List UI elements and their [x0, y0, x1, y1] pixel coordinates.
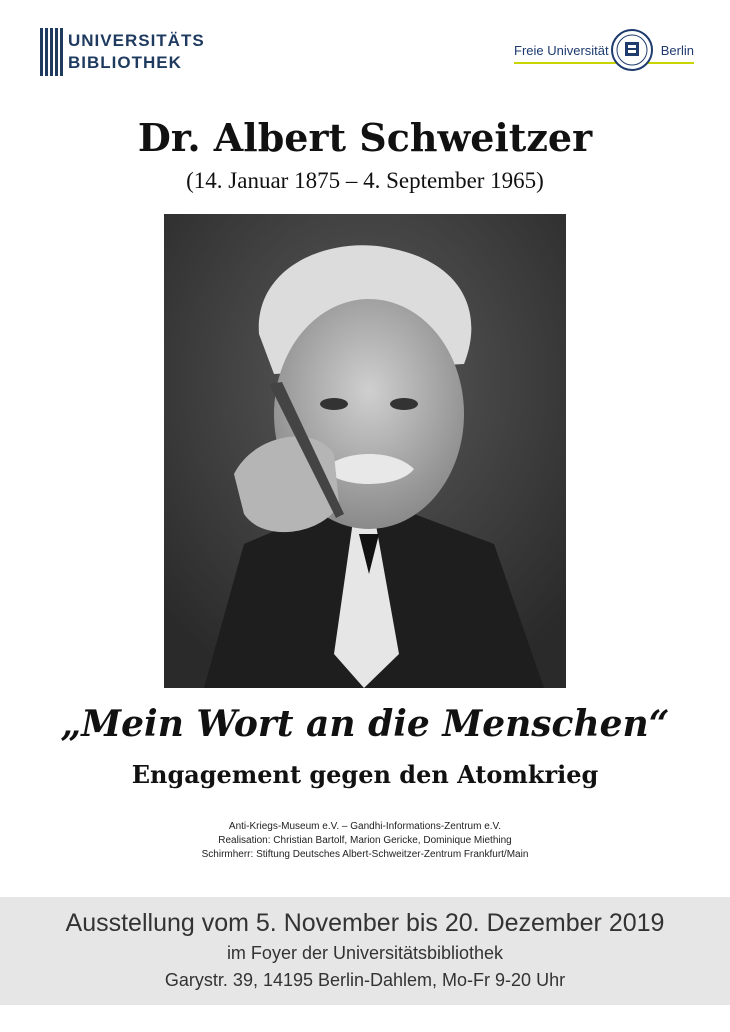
exhibition-address: Garystr. 39, 14195 Berlin-Dahlem, Mo-Fr 9-20 Uhr — [164, 970, 566, 990]
subtitle: Engagement gegen den Atomkrieg — [131, 760, 599, 789]
fu-logo-text-right: Berlin — [660, 43, 694, 58]
credits-line: Realisation: Christian Bartolf, Marion Gericke, Dominique Miething — [218, 835, 512, 846]
portrait-photo-icon — [164, 214, 566, 688]
ub-logo-line1: UNIVERSITÄTS — [68, 31, 205, 50]
exhibition-venue: im Foyer der Universitätsbibliothek — [226, 943, 504, 963]
life-dates: (14. Januar 1875 – 4. September 1965) — [186, 168, 544, 193]
exhibition-info — [0, 897, 730, 1005]
credits-line: Anti-Kriegs-Museum e.V. – Gandhi-Informations-Zentrum e.V. — [228, 821, 502, 832]
fu-logo-underline — [514, 62, 694, 64]
page-title: Dr. Albert Schweitzer — [137, 115, 593, 160]
ub-logo-line2: BIBLIOTHEK — [68, 53, 182, 72]
university-seal-icon — [610, 28, 654, 72]
quote-title: „Mein Wort an die Menschen“ — [60, 703, 670, 745]
fu-logo — [514, 28, 694, 76]
credits-line: Schirmherr: Stiftung Deutsches Albert-Schweitzer-Zentrum Frankfurt/Main — [201, 849, 529, 860]
exhibition-dates: Ausstellung vom 5. November bis 20. Dezember 2019 — [65, 909, 665, 937]
fu-logo-text-left: Freie Universität — [514, 43, 609, 58]
credits — [0, 820, 730, 862]
library-bars-icon — [40, 28, 64, 76]
ub-logo — [40, 28, 210, 78]
portrait-photo — [164, 214, 566, 688]
